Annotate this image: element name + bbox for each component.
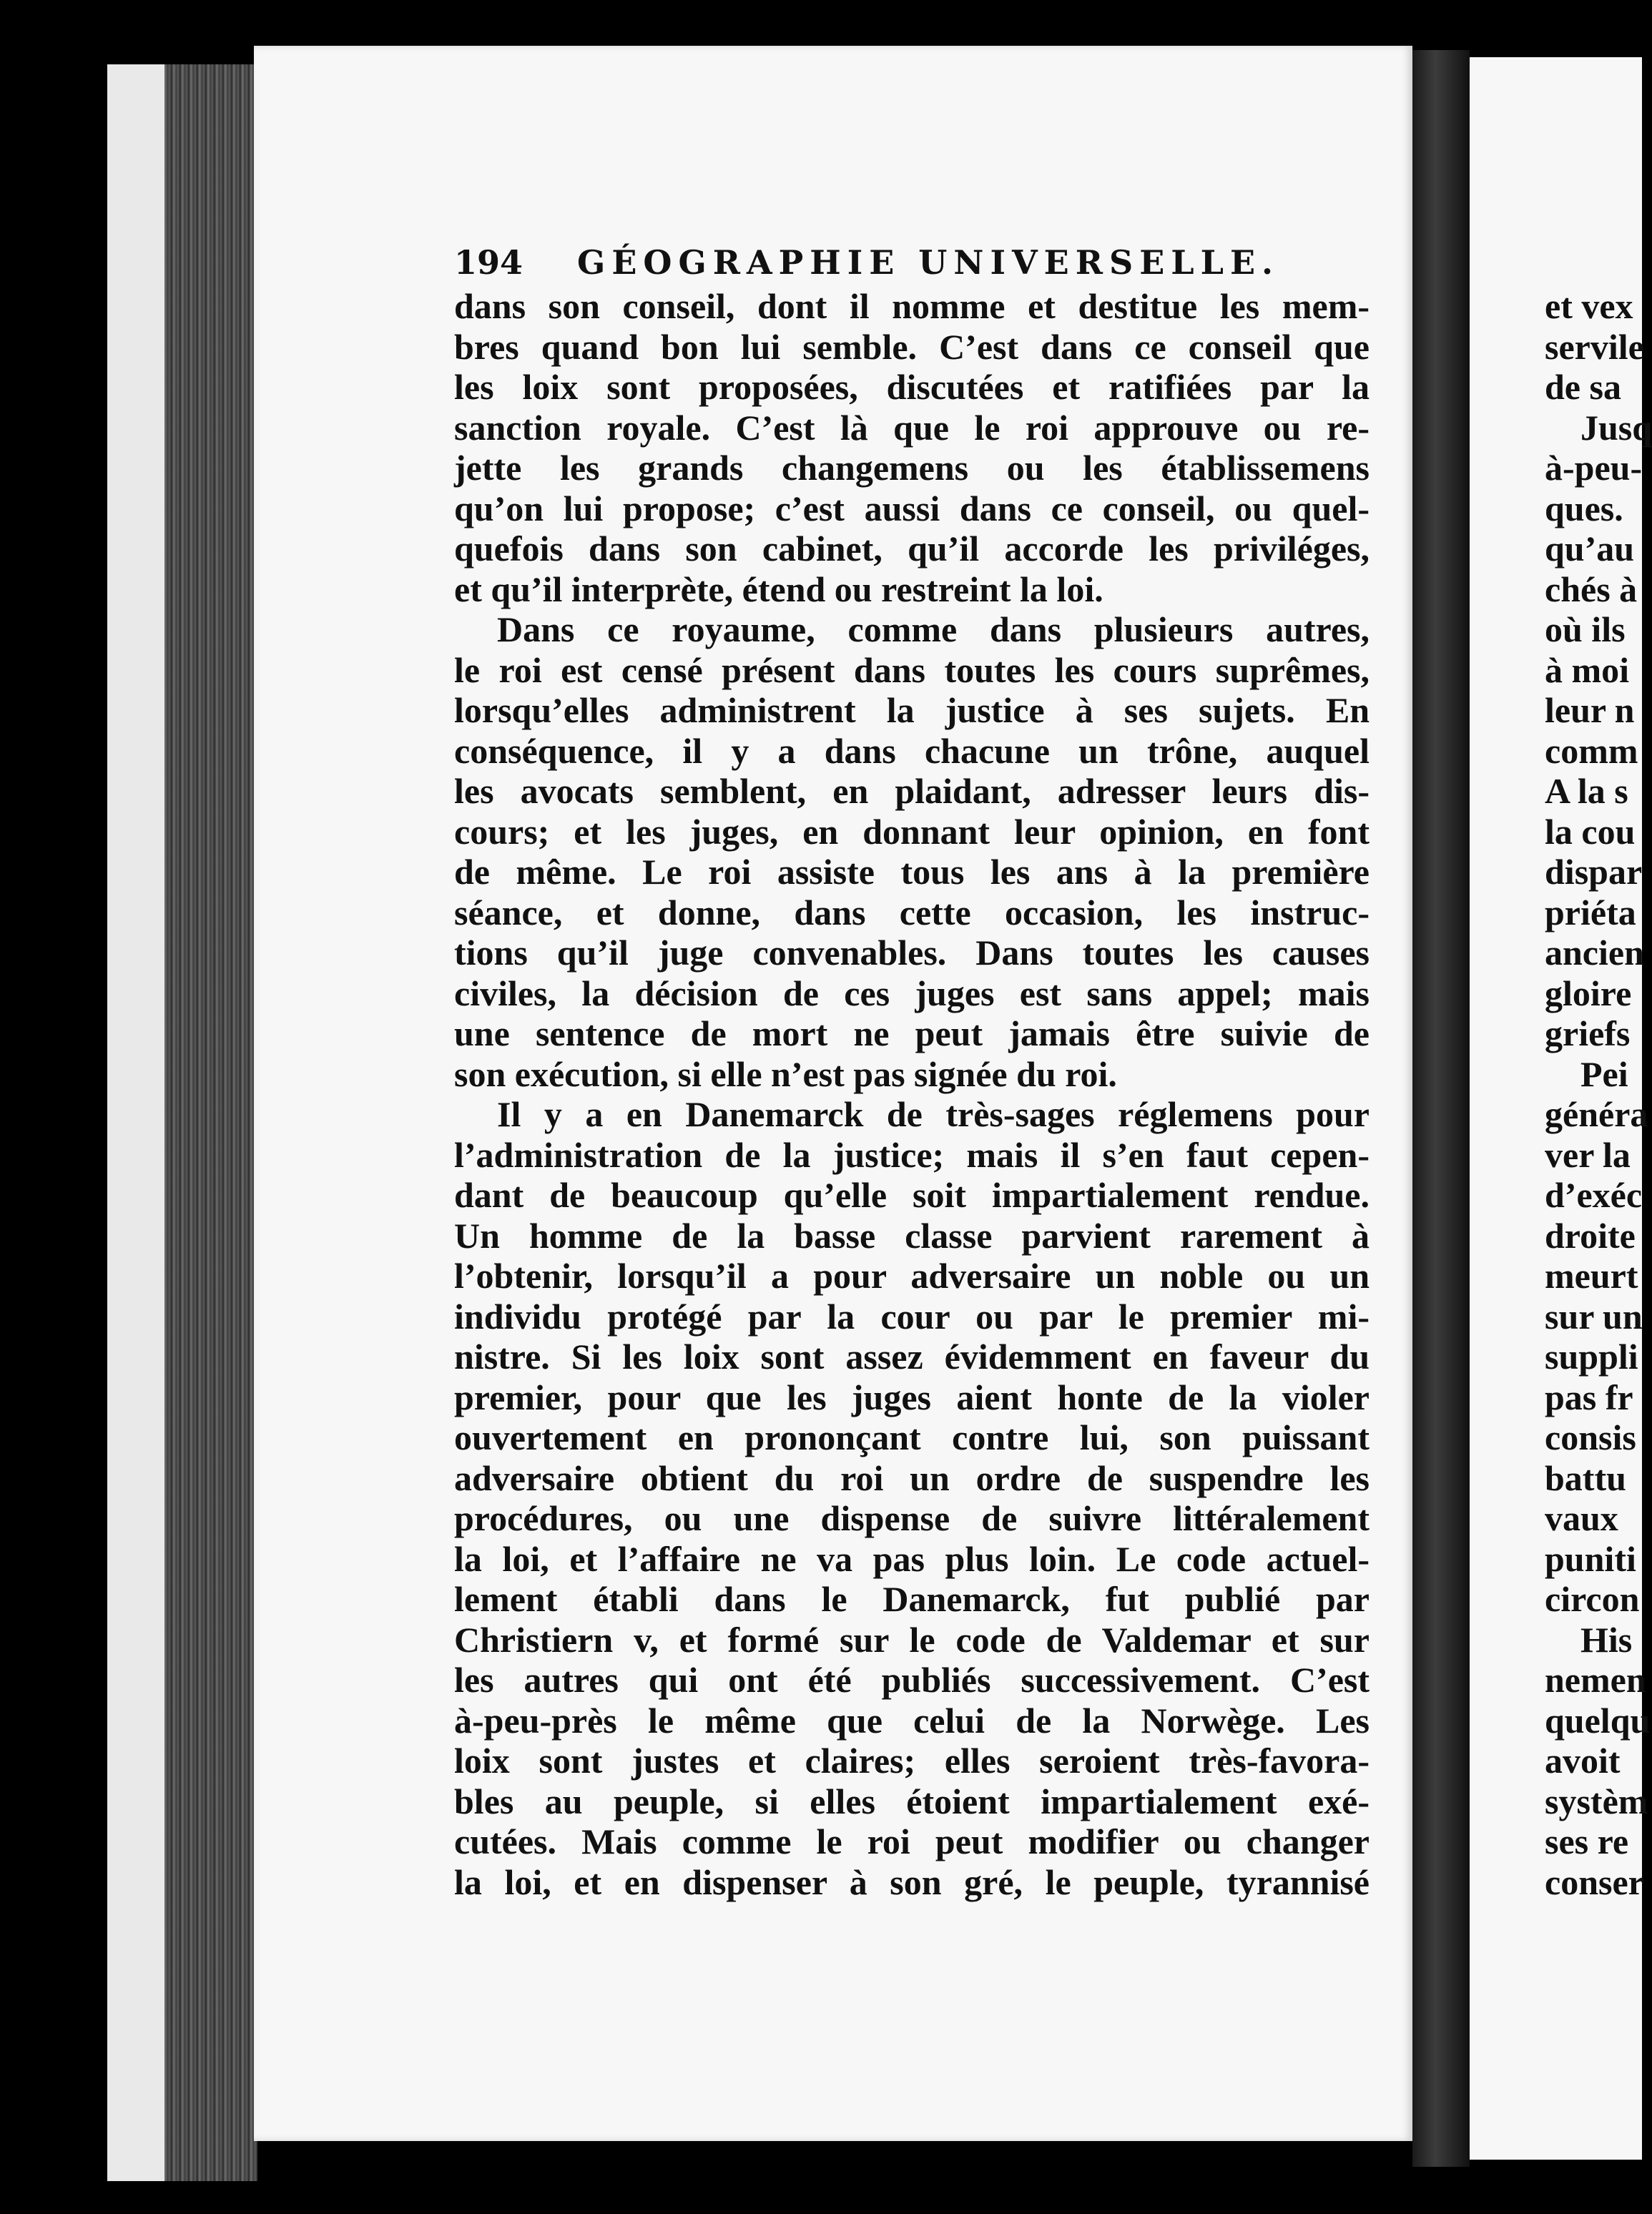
text-line: adversaire obtient du roi un ordre de suspendre les <box>454 1457 1370 1498</box>
text-line: à-peu-près le même que celui de la Norwège. Les <box>454 1700 1370 1741</box>
right-page-line: ver la <box>1545 1134 1631 1175</box>
text-line: séance, et donne, dans cette occasion, les instruc- <box>454 892 1370 933</box>
right-page-line: chés à <box>1545 569 1638 609</box>
right-page-line: comm <box>1545 730 1638 771</box>
text-line: qu’on lui propose; c’est aussi dans ce conseil, ou quel- <box>454 488 1370 528</box>
right-page-line: d’exéc <box>1545 1175 1643 1215</box>
text-line: sanction royale. C’est là que le roi approuve ou re- <box>454 407 1370 448</box>
text-line: cutées. Mais comme le roi peut modifier ou changer <box>454 1821 1370 1861</box>
text-line: Un homme de la basse classe parvient rarement à <box>454 1215 1370 1256</box>
text-line: procédures, ou une dispense de suivre littéralement <box>454 1498 1370 1538</box>
text-line: nistre. Si les loix sont assez évidemment en faveur du <box>454 1337 1370 1377</box>
running-header <box>454 243 1377 282</box>
right-page-line: circon <box>1545 1579 1640 1619</box>
right-page-line: ses re <box>1545 1821 1629 1861</box>
right-page-line: Pei <box>1580 1053 1628 1094</box>
right-page-line: systèm <box>1545 1781 1648 1821</box>
right-page-line: de sa <box>1545 367 1621 407</box>
text-line: les avocats semblent, en plaidant, adresser leurs dis- <box>454 771 1370 811</box>
right-page-line: quelqu <box>1545 1700 1651 1741</box>
right-page-line: puniti <box>1545 1538 1636 1579</box>
right-page-line: griefs <box>1545 1013 1631 1053</box>
right-page-line: où ils <box>1545 609 1626 649</box>
text-line: individu protégé par la cour ou par le premier mi- <box>454 1296 1370 1337</box>
page-number: 194 <box>454 243 523 282</box>
right-page-line: ques. <box>1545 488 1623 528</box>
right-page-line: gloire <box>1545 973 1632 1013</box>
book-gutter <box>1412 50 1470 2167</box>
right-page-line: leur n <box>1545 690 1635 730</box>
text-line: bres quand bon lui semble. C’est dans ce conseil que <box>454 326 1370 367</box>
right-page-line: priéta <box>1545 892 1636 933</box>
right-page-line: à moi <box>1545 649 1630 690</box>
right-page-line: Jusq <box>1580 407 1652 448</box>
text-line: la loi, et l’affaire ne va pas plus loin. Le code actuel- <box>454 1538 1370 1579</box>
text-line: l’obtenir, lorsqu’il a pour adversaire un noble ou un <box>454 1256 1370 1296</box>
main-text-block <box>454 286 1370 1902</box>
text-line: une sentence de mort ne peut jamais être suivie de <box>454 1013 1370 1053</box>
text-line: civiles, la décision de ces juges est sans appel; mais <box>454 973 1370 1013</box>
text-line: et qu’il interprète, étend ou restreint la loi. <box>454 569 1103 609</box>
right-page-line: His <box>1580 1619 1633 1660</box>
right-page-line: servile <box>1545 326 1644 367</box>
right-page-line: droite <box>1545 1215 1636 1256</box>
right-page-line: avoit <box>1545 1741 1621 1781</box>
text-line: les loix sont proposées, discutées et ratifiées par la <box>454 367 1370 407</box>
text-line: son exécution, si elle n’est pas signée du roi. <box>454 1053 1117 1094</box>
text-line: les autres qui ont été publiés successivement. C’est <box>454 1660 1370 1700</box>
right-page-line: pas fr <box>1545 1377 1633 1417</box>
text-line: dans son conseil, dont il nomme et destitue les mem- <box>454 286 1370 326</box>
text-line: la loi, et en dispenser à son gré, le peuple, tyrannisé <box>454 1861 1370 1902</box>
right-page-line: à-peu- <box>1545 448 1643 488</box>
text-line: Dans ce royaume, comme dans plusieurs autres, <box>497 609 1370 649</box>
text-line: cours; et les juges, en donnant leur opinion, en font <box>454 811 1370 852</box>
text-line: de même. Le roi assiste tous les ans à la première <box>454 852 1370 892</box>
text-line: jette les grands changemens ou les établissemens <box>454 448 1370 488</box>
text-line: ouvertement en prononçant contre lui, son puissant <box>454 1417 1370 1457</box>
right-page-line: qu’au <box>1545 528 1635 569</box>
text-line: Il y a en Danemarck de très-sages réglemens pour <box>497 1094 1370 1134</box>
right-page-line: meurt <box>1545 1256 1638 1296</box>
right-page-line: sur un <box>1545 1296 1643 1337</box>
right-page-line: conser <box>1545 1861 1644 1902</box>
text-line: lement établi dans le Danemarck, fut publié par <box>454 1579 1370 1619</box>
text-line: tions qu’il juge convenables. Dans toutes les causes <box>454 933 1370 973</box>
book-outer-edge <box>107 64 164 2181</box>
running-title: GÉOGRAPHIE UNIVERSELLE. <box>577 243 1280 282</box>
text-line: loix sont justes et claires; elles seroient très-favora- <box>454 1741 1370 1781</box>
right-page-text-fragment <box>1545 286 1652 1902</box>
right-page-line: dispar <box>1545 852 1643 892</box>
right-page-line: généra <box>1545 1094 1648 1134</box>
text-line: lorsqu’elles administrent la justice à ses sujets. En <box>454 690 1370 730</box>
text-line: dant de beaucoup qu’elle soit impartialement rendue. <box>454 1175 1370 1215</box>
text-line: bles au peuple, si elles étoient impartialement exé- <box>454 1781 1370 1821</box>
text-line: quefois dans son cabinet, qu’il accorde les priviléges, <box>454 528 1370 569</box>
text-line: conséquence, il y a dans chacune un trône, auquel <box>454 730 1370 771</box>
right-page-line: la cou <box>1545 811 1636 852</box>
text-line: Christiern v, et formé sur le code de Valdemar et sur <box>454 1619 1370 1660</box>
right-page-line: consis <box>1545 1417 1636 1457</box>
right-page-line: battu <box>1545 1457 1626 1498</box>
right-page-line: ancien <box>1545 933 1644 973</box>
right-page-line: nemen <box>1545 1660 1646 1700</box>
right-page-line: vaux <box>1545 1498 1618 1538</box>
text-line: l’administration de la justice; mais il s’en faut cepen- <box>454 1134 1370 1175</box>
text-line: premier, pour que les juges aient honte de la violer <box>454 1377 1370 1417</box>
text-line: le roi est censé présent dans toutes les cours suprêmes, <box>454 649 1370 690</box>
right-page-line: suppli <box>1545 1337 1638 1377</box>
right-page-line: et vex <box>1545 286 1633 326</box>
right-page-line: A la s <box>1545 771 1628 811</box>
